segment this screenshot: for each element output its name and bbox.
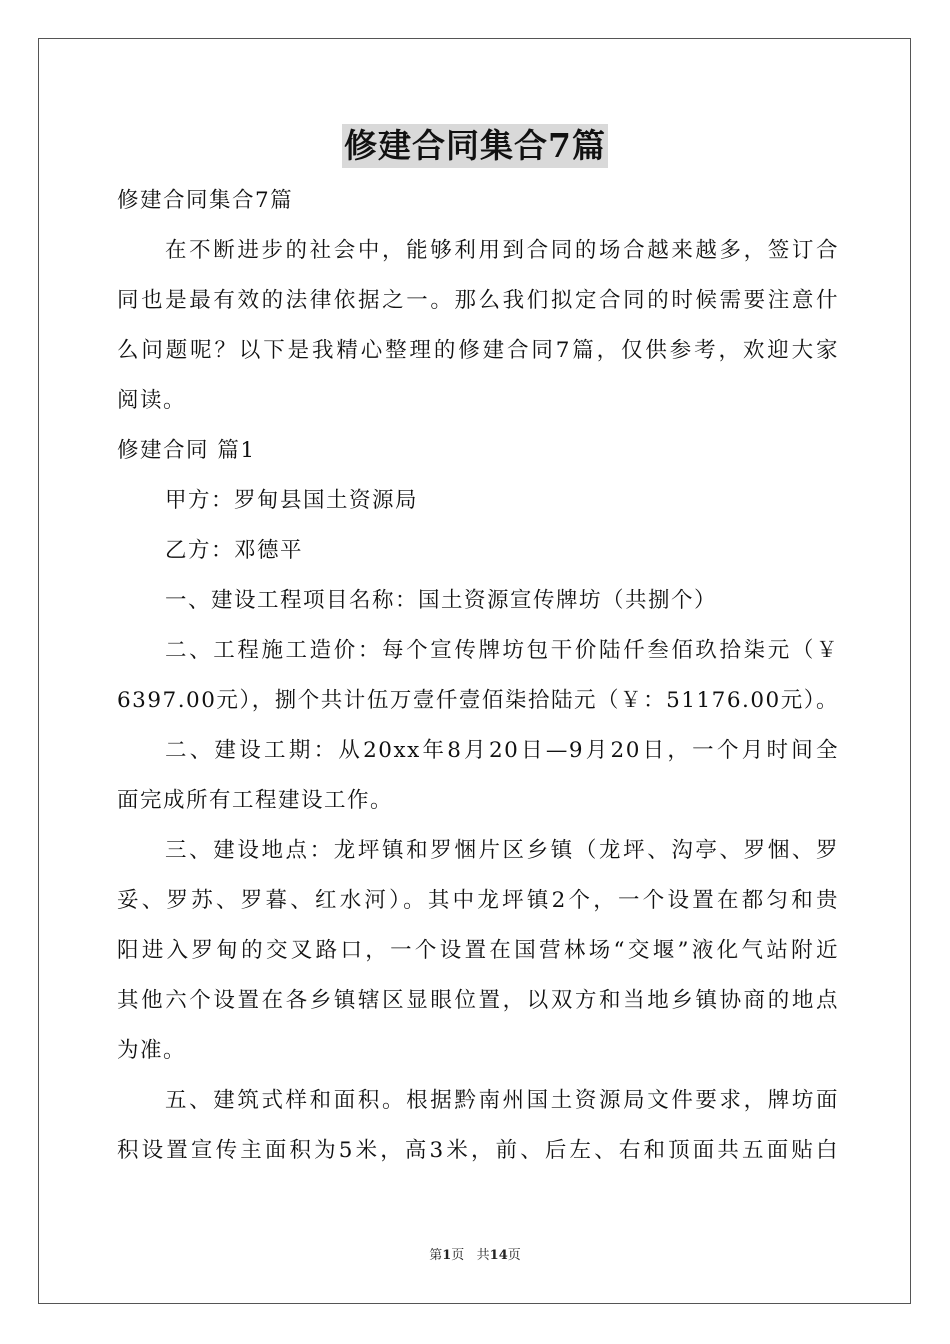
text-line: 乙方：邓德平 bbox=[165, 538, 304, 563]
text-line: 阅读。 bbox=[117, 388, 187, 413]
text-line: 二、建设工期：从20xx年8月20日—9月20日，一个月时间全 bbox=[165, 738, 839, 763]
text-line: 面完成所有工程建设工作。 bbox=[117, 788, 394, 813]
text-line: 五、建筑式样和面积。根据黔南州国土资源局文件要求，牌坊面 bbox=[165, 1088, 839, 1113]
footer-mid: 页 共 bbox=[451, 1248, 490, 1263]
document-body bbox=[117, 176, 839, 1176]
text-line: 修建合同集合7篇 bbox=[117, 188, 294, 213]
text-line: 同也是最有效的法律依据之一。那么我们拟定合同的时候需要注意什 bbox=[117, 288, 839, 313]
text-line: 阳进入罗甸的交叉路口，一个设置在国营林场“交堰”液化气站附近 bbox=[117, 938, 839, 963]
text-line: 6397.00元），捌个共计伍万壹仟壹佰柒拾陆元（￥：51176.00元）。 bbox=[117, 688, 839, 713]
text-line: 其他六个设置在各乡镇辖区显眼位置，以双方和当地乡镇协商的地点 bbox=[117, 988, 839, 1013]
text-line: 二、工程施工造价：每个宣传牌坊包干价陆仟叁佰玖拾柒元（￥ bbox=[165, 638, 839, 663]
text-line: 三、建设地点：龙坪镇和罗悃片区乡镇（龙坪、沟亭、罗悃、罗 bbox=[165, 838, 839, 863]
footer-total-pages: 14 bbox=[489, 1248, 508, 1263]
title-container bbox=[0, 124, 950, 168]
page-footer bbox=[0, 1246, 950, 1266]
footer-suffix: 页 bbox=[507, 1248, 521, 1263]
text-line: 积设置宣传主面积为5米，高3米，前、后左、右和顶面共五面贴白 bbox=[117, 1138, 839, 1163]
text-line: 一、建设工程项目名称：国土资源宣传牌坊（共捌个） bbox=[165, 588, 718, 613]
page-title: 修建合同集合7篇 bbox=[342, 124, 608, 168]
footer-page-number: 1 bbox=[442, 1248, 452, 1263]
text-line: 在不断进步的社会中，能够利用到合同的场合越来越多，签订合 bbox=[165, 238, 839, 263]
text-line: 修建合同 篇1 bbox=[117, 438, 256, 463]
text-line: 妥、罗苏、罗暮、红水河）。其中龙坪镇2个，一个设置在都匀和贵 bbox=[117, 888, 839, 913]
text-line: 甲方：罗甸县国土资源局 bbox=[165, 488, 419, 513]
text-line: 么问题呢？以下是我精心整理的修建合同7篇，仅供参考，欢迎大家 bbox=[117, 338, 839, 363]
footer-prefix: 第 bbox=[429, 1248, 443, 1263]
text-line: 为准。 bbox=[117, 1038, 187, 1063]
